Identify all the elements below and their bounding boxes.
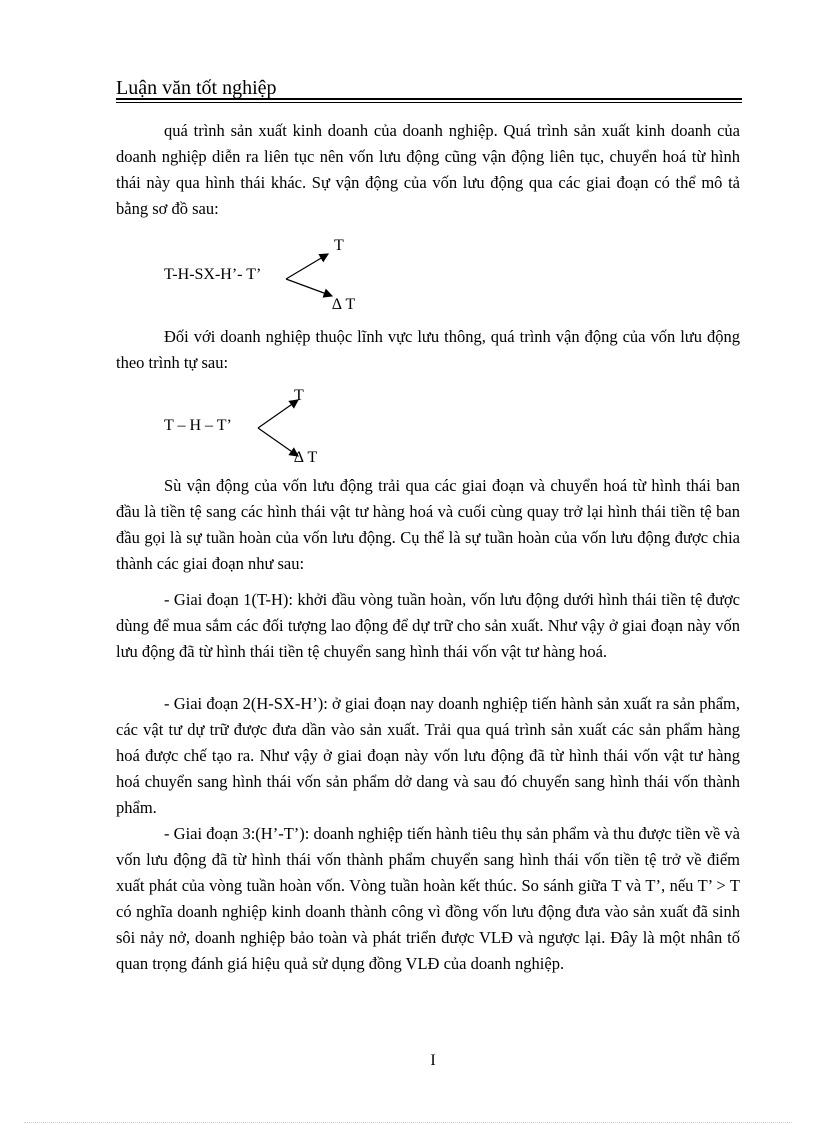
arrow-up <box>286 254 328 279</box>
diagram-2-upper: T <box>294 387 304 404</box>
diagram-1-upper: T <box>334 237 344 254</box>
page-number: I <box>430 1052 436 1069</box>
diagram-1-lower: ∆ T <box>332 296 356 313</box>
diagram-1-formula: T-H-SX-H’- T’ <box>164 266 262 283</box>
header-rule-thin <box>116 102 742 103</box>
diagram-2-formula: T – H – T’ <box>164 417 232 434</box>
paragraph-2 <box>116 324 740 376</box>
diagram-circulation <box>160 386 400 466</box>
diagram-production-cycle-svg <box>160 234 400 313</box>
diagram-2-lower: ∆ T <box>294 449 318 466</box>
diagram-circulation-svg <box>160 386 400 466</box>
paragraph-5-text: - Giai đoạn 2(H-SX-H’): ở giai đoạn nay doanh nghiệp tiến hành sản xuất ra sản phẩm, các vật tư dự trữ được đưa dần vào sản xuất. Trải qua quá trình sản xuất các sản phẩm hàng hoá được chế tạo ra. Như vậy ở giai đoạn này vốn lưu động đã từ hình thái vốn vật tư hàng hoá chuyển sang hình thái vốn sản phẩm dở dang và sau đó chuyển sang hình thái vốn thành phẩm. <box>116 694 740 817</box>
paragraph-2-text: Đối với doanh nghiệp thuộc lĩnh vực lưu thông, quá trình vận động của vốn lưu động theo trình tự sau: <box>116 327 740 372</box>
arrow-down <box>258 428 298 456</box>
arrow-up <box>258 400 298 428</box>
paragraph-6-text: - Giai đoạn 3:(H’-T’): doanh nghiệp tiến hành tiêu thụ sản phẩm và thu được tiền về và vốn lưu động đã từ hình thái vốn thành phẩm chuyển sang hình thái vốn tiền tệ trở về điểm xuất phát của vòng tuần hoàn vốn. Vòng tuần hoàn kết thúc. So sánh giữa T và T’, nếu T’ > T có nghĩa doanh nghiệp kinh doanh thành công vì đồng vốn lưu động đưa vào sản xuất đã sinh sôi nảy nở, doanh nghiệp bảo toàn và phát triển được VLĐ và ngược lại. Đây là một nhân tố quan trọng đánh giá hiệu quả sử dụng đồng VLĐ của doanh nghiệp. <box>116 824 740 973</box>
paragraph-1 <box>116 118 740 222</box>
paragraph-1-text: quá trình sản xuất kinh doanh của doanh nghiệp. Quá trình sản xuất kinh doanh của doanh nghiệp diễn ra liên tục nên vốn lưu động cũng vận động liên tục, chuyển hoá từ hình thái này qua hình thái khác. Sự vận động của vốn lưu động qua các giai đoạn có thể mô tả bằng sơ đồ sau: <box>116 121 740 218</box>
paragraph-6 <box>116 821 740 977</box>
diagram-production-cycle <box>160 234 400 313</box>
paragraph-4-text: - Giai đoạn 1(T-H): khởi đầu vòng tuần hoàn, vốn lưu động dưới hình thái tiền tệ được dùng để mua sắm các đối tượng lao động để dự trữ cho sản xuất. Như vậy ở giai đoạn này vốn lưu động đã từ hình thái tiền tệ chuyển sang hình thái vốn vật tư hàng hoá. <box>116 590 740 661</box>
header-rule-thick <box>116 98 742 100</box>
paragraph-5 <box>116 691 740 821</box>
paragraph-4 <box>116 587 740 665</box>
paragraph-3-text: Sù vận động của vốn lưu động trải qua các giai đoạn và chuyển hoá từ hình thái ban đầu là tiền tệ sang các hình thái vật tư hàng hoá và cuối cùng quay trở lại hình thái tiền tệ ban đầu gọi là sự tuần hoàn của vốn lưu động. Cụ thể là sự tuần hoàn của vốn lưu động được chia thành các giai đoạn như sau: <box>116 476 740 573</box>
paragraph-3 <box>116 473 740 577</box>
page-header <box>116 76 742 102</box>
header-title: Luận văn tốt nghiệp <box>116 77 277 99</box>
arrow-down <box>286 279 332 296</box>
